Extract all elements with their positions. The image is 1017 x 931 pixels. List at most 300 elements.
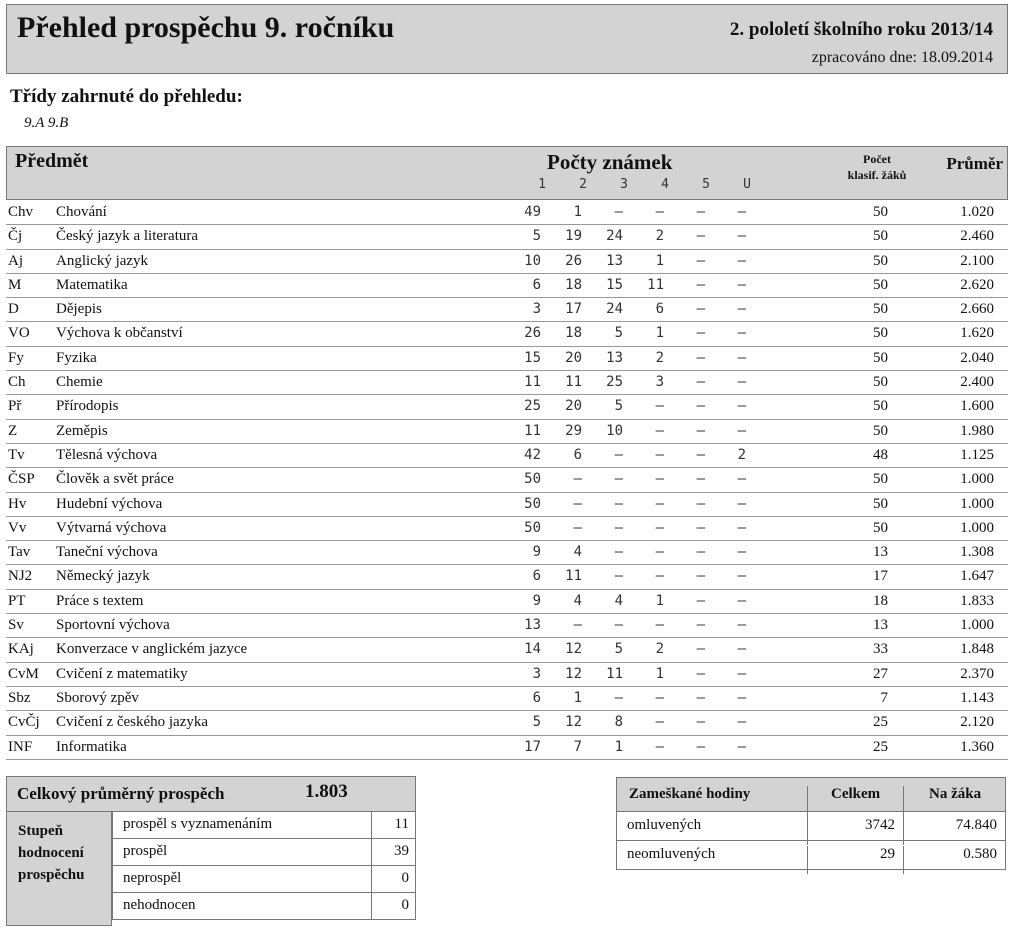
subject-name: Člověk a svět práce bbox=[56, 471, 174, 488]
average-cell: 1.360 bbox=[960, 738, 994, 755]
grade-count-cell: 1 bbox=[655, 252, 664, 269]
grade-count-cell: – bbox=[655, 544, 664, 561]
count-label-line-1: Počet bbox=[863, 152, 891, 166]
subject-name: Tělesná výchova bbox=[56, 446, 158, 463]
absence-row-label: neomluvených bbox=[627, 846, 716, 862]
grade-count-cell: 3 bbox=[532, 665, 541, 682]
grade-count-cell: 4 bbox=[573, 592, 582, 609]
student-count-cell: 50 bbox=[873, 228, 888, 245]
table-row bbox=[6, 322, 1008, 346]
grade-count-cell: 4 bbox=[573, 544, 582, 561]
grade-count-cell: – bbox=[696, 641, 705, 658]
subject-name: Chemie bbox=[56, 374, 103, 391]
grade-count-cell: – bbox=[696, 422, 705, 439]
grade-count-cell: – bbox=[696, 446, 705, 463]
grade-2-header: 2 bbox=[579, 177, 587, 192]
table-row bbox=[6, 371, 1008, 395]
table-row bbox=[6, 687, 1008, 711]
grade-count-cell: – bbox=[737, 641, 746, 658]
grade-count-cell: – bbox=[614, 544, 623, 561]
absence-row-per: 74.840 bbox=[955, 817, 997, 833]
grade-count-cell: – bbox=[737, 714, 746, 731]
table-row bbox=[6, 250, 1008, 274]
subject-abbr: Hv bbox=[8, 495, 27, 512]
grade-count-cell: 13 bbox=[606, 349, 623, 366]
subject-name: Anglický jazyk bbox=[56, 252, 149, 269]
average-cell: 1.143 bbox=[960, 689, 994, 706]
grade-count-cell: – bbox=[737, 689, 746, 706]
grade-count-cell: – bbox=[737, 544, 746, 561]
grade-count-cell: 17 bbox=[524, 738, 541, 755]
grade-count-cell: – bbox=[614, 689, 623, 706]
student-count-cell: 13 bbox=[873, 544, 888, 561]
student-count-cell: 50 bbox=[873, 204, 888, 220]
subject-name: Dějepis bbox=[56, 301, 102, 318]
grade-count-cell: 11 bbox=[565, 568, 582, 585]
report-header bbox=[6, 4, 1008, 74]
table-row bbox=[6, 541, 1008, 565]
grade-count-cell: – bbox=[737, 617, 746, 634]
subject-abbr: CvČj bbox=[8, 714, 40, 731]
absence-row-label: omluvených bbox=[627, 817, 702, 833]
table-row bbox=[6, 565, 1008, 589]
grade-count-cell: 5 bbox=[614, 641, 623, 658]
grade-count-cell: – bbox=[573, 617, 582, 634]
subject-abbr: Sv bbox=[8, 617, 24, 634]
average-cell: 1.000 bbox=[960, 519, 994, 536]
grade-count-cell: – bbox=[655, 204, 664, 220]
table-row bbox=[6, 614, 1008, 638]
grade-count-cell: 8 bbox=[614, 714, 623, 731]
grade-count-cell: – bbox=[737, 398, 746, 415]
student-count-cell: 50 bbox=[873, 519, 888, 536]
grade-count-cell: – bbox=[737, 228, 746, 245]
subject-name: Sportovní výchova bbox=[56, 617, 170, 634]
grade-count-cell: 6 bbox=[655, 301, 664, 318]
stage-row bbox=[112, 839, 416, 866]
classes-heading: Třídy zahrnuté do přehledu: bbox=[10, 86, 243, 107]
average-cell: 2.620 bbox=[960, 276, 994, 293]
average-cell: 1.125 bbox=[960, 446, 994, 463]
grade-count-cell: – bbox=[655, 568, 664, 585]
subject-abbr: Ch bbox=[8, 374, 26, 391]
grade-count-cell: 11 bbox=[565, 374, 582, 391]
average-cell: 1.308 bbox=[960, 544, 994, 561]
absence-header bbox=[616, 777, 1006, 812]
table-row bbox=[6, 590, 1008, 614]
subject-name: Sborový zpěv bbox=[56, 689, 139, 706]
grade-count-cell: 18 bbox=[565, 325, 582, 342]
grade-count-cell: 19 bbox=[565, 228, 582, 245]
grade-count-cell: – bbox=[737, 374, 746, 391]
grade-count-cell: 15 bbox=[524, 349, 541, 366]
grade-count-cell: 10 bbox=[606, 422, 623, 439]
grade-count-cell: 20 bbox=[565, 349, 582, 366]
grade-count-cell: 18 bbox=[565, 276, 582, 293]
student-count-cell: 33 bbox=[873, 641, 888, 658]
student-count-header bbox=[827, 151, 927, 183]
grade-count-cell: 5 bbox=[532, 714, 541, 731]
average-cell: 2.370 bbox=[960, 665, 994, 682]
stage-rows bbox=[112, 812, 416, 920]
grade-count-cell: – bbox=[696, 568, 705, 585]
absence-row-total: 3742 bbox=[865, 817, 895, 833]
grade-count-cell: 6 bbox=[532, 689, 541, 706]
overall-average-header bbox=[6, 776, 416, 812]
grade-1-header: 1 bbox=[538, 177, 546, 192]
grades-table-header bbox=[6, 146, 1008, 200]
grade-count-cell: 2 bbox=[655, 228, 664, 245]
student-count-cell: 17 bbox=[873, 568, 888, 585]
stage-label-line: hodnocení bbox=[18, 845, 84, 861]
student-count-cell: 18 bbox=[873, 592, 888, 609]
student-count-cell: 48 bbox=[873, 446, 888, 463]
subject-abbr: INF bbox=[8, 738, 33, 755]
grade-count-cell: 13 bbox=[606, 252, 623, 269]
grade-count-cell: – bbox=[655, 738, 664, 755]
subject-name: Hudební výchova bbox=[56, 495, 163, 512]
average-cell: 2.460 bbox=[960, 228, 994, 245]
grade-5-header: 5 bbox=[702, 177, 710, 192]
grade-count-cell: – bbox=[655, 689, 664, 706]
grade-count-cell: 6 bbox=[532, 568, 541, 585]
average-cell: 2.120 bbox=[960, 714, 994, 731]
subject-abbr: ČSP bbox=[8, 471, 35, 488]
grade-count-cell: 42 bbox=[524, 446, 541, 463]
student-count-cell: 50 bbox=[873, 374, 888, 391]
grade-count-cell: – bbox=[614, 471, 623, 488]
subject-name: Taneční výchova bbox=[56, 544, 158, 561]
grade-count-cell: 10 bbox=[524, 252, 541, 269]
table-row bbox=[6, 444, 1008, 468]
stage-label-line: Stupeň bbox=[18, 823, 64, 839]
student-count-cell: 7 bbox=[880, 689, 888, 706]
grade-count-cell: – bbox=[737, 592, 746, 609]
subject-name: Cvičení z českého jazyka bbox=[56, 714, 209, 731]
grade-count-cell: – bbox=[737, 276, 746, 293]
subject-name: Práce s textem bbox=[56, 592, 144, 609]
absence-header-total: Celkem bbox=[831, 786, 881, 802]
grade-count-cell: – bbox=[614, 519, 623, 536]
grade-count-cell: 1 bbox=[573, 204, 582, 220]
grade-count-cell: – bbox=[696, 325, 705, 342]
grade-count-cell: – bbox=[614, 617, 623, 634]
grade-count-cell: 24 bbox=[606, 301, 623, 318]
table-row bbox=[6, 493, 1008, 517]
grade-u-header: U bbox=[743, 177, 751, 192]
grade-count-cell: 3 bbox=[655, 374, 664, 391]
subject-abbr: VO bbox=[8, 325, 30, 342]
grade-count-cell: – bbox=[737, 252, 746, 269]
grade-count-cell: – bbox=[737, 738, 746, 755]
student-count-cell: 13 bbox=[873, 617, 888, 634]
grade-count-cell: 20 bbox=[565, 398, 582, 415]
subject-abbr: Tv bbox=[8, 446, 25, 463]
grade-count-cell: 2 bbox=[655, 641, 664, 658]
stage-row-label: prospěl s vyznamenáním bbox=[123, 816, 273, 832]
grade-count-cell: 11 bbox=[524, 374, 541, 391]
grade-count-cell: 14 bbox=[524, 641, 541, 658]
stage-label bbox=[6, 812, 112, 926]
average-column-header: Průměr bbox=[946, 154, 1003, 173]
grade-count-cell: – bbox=[655, 617, 664, 634]
grade-4-header: 4 bbox=[661, 177, 669, 192]
grade-count-cell: 26 bbox=[565, 252, 582, 269]
subject-abbr: Tav bbox=[8, 544, 31, 561]
stage-row bbox=[112, 866, 416, 893]
subject-name: Chování bbox=[56, 204, 107, 220]
grade-count-cell: – bbox=[737, 301, 746, 318]
grade-count-cell: 12 bbox=[565, 714, 582, 731]
table-row bbox=[6, 298, 1008, 322]
grade-count-cell: – bbox=[614, 204, 623, 220]
subject-name: Zeměpis bbox=[56, 422, 108, 439]
table-row bbox=[6, 663, 1008, 687]
grade-count-cell: 1 bbox=[655, 325, 664, 342]
grades-table-body bbox=[6, 201, 1008, 760]
stage-row-value: 39 bbox=[394, 843, 409, 859]
grade-3-header: 3 bbox=[620, 177, 628, 192]
grade-count-cell: 6 bbox=[532, 276, 541, 293]
stage-row bbox=[112, 893, 416, 920]
subject-name: Výtvarná výchova bbox=[56, 519, 167, 536]
table-row bbox=[6, 347, 1008, 371]
grade-count-cell: – bbox=[655, 398, 664, 415]
grade-count-cell: – bbox=[696, 617, 705, 634]
grade-count-cell: 17 bbox=[565, 301, 582, 318]
grade-count-cell: – bbox=[573, 495, 582, 512]
grade-count-cell: – bbox=[696, 349, 705, 366]
grade-count-cell: – bbox=[696, 592, 705, 609]
table-row bbox=[6, 420, 1008, 444]
processed-date: zpracováno dne: 18.09.2014 bbox=[811, 49, 993, 66]
grade-count-cell: – bbox=[696, 204, 705, 220]
overall-average-label: Celkový průměrný prospěch bbox=[17, 784, 225, 803]
grade-count-cell: 50 bbox=[524, 495, 541, 512]
grade-count-cell: 9 bbox=[532, 544, 541, 561]
absence-header-per: Na žáka bbox=[929, 786, 982, 802]
absence-row bbox=[616, 841, 1006, 870]
student-count-cell: 25 bbox=[873, 738, 888, 755]
stage-label-line: prospěchu bbox=[18, 867, 85, 883]
grade-counts-header: Počty známek bbox=[547, 150, 673, 174]
subject-abbr: Chv bbox=[8, 204, 34, 220]
grade-count-cell: – bbox=[696, 471, 705, 488]
absence-table bbox=[616, 777, 1006, 870]
grade-count-cell: – bbox=[737, 519, 746, 536]
grade-count-cell: – bbox=[655, 714, 664, 731]
grade-count-cell: – bbox=[737, 422, 746, 439]
subject-abbr: Čj bbox=[8, 228, 23, 245]
grade-count-cell: – bbox=[655, 471, 664, 488]
student-count-cell: 25 bbox=[873, 714, 888, 731]
classes-list: 9.A 9.B bbox=[24, 115, 69, 131]
subject-name: Německý jazyk bbox=[56, 568, 150, 585]
grade-count-cell: 13 bbox=[524, 617, 541, 634]
average-cell: 1.020 bbox=[960, 204, 994, 220]
subject-name: Informatika bbox=[56, 738, 127, 755]
student-count-cell: 50 bbox=[873, 276, 888, 293]
overall-average-value: 1.803 bbox=[305, 781, 348, 802]
student-count-cell: 50 bbox=[873, 495, 888, 512]
average-cell: 2.100 bbox=[960, 252, 994, 269]
grade-count-cell: – bbox=[737, 495, 746, 512]
grade-count-cell: – bbox=[696, 714, 705, 731]
grade-count-cell: 5 bbox=[532, 228, 541, 245]
grade-count-cell: 5 bbox=[614, 325, 623, 342]
table-row bbox=[6, 274, 1008, 298]
grade-count-cell: 1 bbox=[655, 665, 664, 682]
grade-count-cell: 4 bbox=[614, 592, 623, 609]
grade-count-cell: – bbox=[696, 689, 705, 706]
grade-count-cell: 29 bbox=[565, 422, 582, 439]
table-row bbox=[6, 711, 1008, 735]
student-count-cell: 50 bbox=[873, 349, 888, 366]
subject-abbr: NJ2 bbox=[8, 568, 33, 585]
subject-abbr: PT bbox=[8, 592, 26, 609]
subject-name: Cvičení z matematiky bbox=[56, 665, 188, 682]
grade-count-cell: – bbox=[696, 276, 705, 293]
grade-count-cell: 2 bbox=[737, 446, 746, 463]
subject-column-header: Předmět bbox=[15, 150, 89, 172]
semester-label: 2. pololetí školního roku 2013/14 bbox=[729, 19, 993, 40]
grade-count-cell: 2 bbox=[655, 349, 664, 366]
grade-count-cell: – bbox=[737, 349, 746, 366]
average-cell: 1.833 bbox=[960, 592, 994, 609]
grade-count-cell: – bbox=[696, 374, 705, 391]
grade-count-cell: 49 bbox=[524, 204, 541, 220]
grade-count-cell: 50 bbox=[524, 519, 541, 536]
grade-count-cell: 24 bbox=[606, 228, 623, 245]
subject-abbr: CvM bbox=[8, 665, 39, 682]
table-row bbox=[6, 736, 1008, 760]
stage-row-label: neprospěl bbox=[123, 870, 182, 886]
grade-count-cell: – bbox=[696, 544, 705, 561]
grade-count-cell: – bbox=[614, 495, 623, 512]
stage-row-label: prospěl bbox=[123, 843, 168, 859]
subject-abbr: KAj bbox=[8, 641, 34, 658]
absence-row-total: 29 bbox=[880, 846, 895, 862]
grade-count-cell: – bbox=[696, 495, 705, 512]
average-cell: 1.000 bbox=[960, 617, 994, 634]
grade-count-cell: 1 bbox=[655, 592, 664, 609]
overall-summary bbox=[6, 776, 416, 926]
grade-count-cell: – bbox=[696, 398, 705, 415]
average-cell: 1.848 bbox=[960, 641, 994, 658]
subject-abbr: Z bbox=[8, 422, 18, 439]
subject-abbr: Aj bbox=[8, 252, 23, 269]
subject-name: Český jazyk a literatura bbox=[56, 228, 199, 245]
subject-abbr: Vv bbox=[8, 519, 27, 536]
grade-count-cell: 15 bbox=[606, 276, 623, 293]
grade-count-cell: – bbox=[737, 204, 746, 220]
grade-count-cell: 12 bbox=[565, 665, 582, 682]
average-cell: 2.040 bbox=[960, 349, 994, 366]
absence-header-label: Zameškané hodiny bbox=[629, 786, 751, 802]
grade-count-cell: – bbox=[614, 568, 623, 585]
grade-count-cell: 3 bbox=[532, 301, 541, 318]
grade-count-cell: – bbox=[696, 228, 705, 245]
grade-count-cell: 11 bbox=[524, 422, 541, 439]
grade-count-cell: 50 bbox=[524, 471, 541, 488]
grade-count-cell: 11 bbox=[606, 665, 623, 682]
grade-count-cell: 25 bbox=[606, 374, 623, 391]
grade-count-cell: – bbox=[655, 495, 664, 512]
grade-count-cell: – bbox=[573, 471, 582, 488]
grade-count-cell: – bbox=[737, 471, 746, 488]
grade-count-cell: – bbox=[696, 252, 705, 269]
grade-count-cell: – bbox=[696, 665, 705, 682]
grade-count-cell: 9 bbox=[532, 592, 541, 609]
average-cell: 1.600 bbox=[960, 398, 994, 415]
grade-count-cell: 11 bbox=[647, 276, 664, 293]
average-cell: 1.000 bbox=[960, 495, 994, 512]
grade-count-cell: – bbox=[737, 568, 746, 585]
stage-row bbox=[112, 812, 416, 839]
subject-name: Přírodopis bbox=[56, 398, 119, 415]
subject-name: Výchova k občanství bbox=[56, 325, 183, 342]
grade-count-cell: – bbox=[655, 422, 664, 439]
student-count-cell: 50 bbox=[873, 422, 888, 439]
student-count-cell: 50 bbox=[873, 301, 888, 318]
table-row bbox=[6, 517, 1008, 541]
average-cell: 2.400 bbox=[960, 374, 994, 391]
subject-name: Fyzika bbox=[56, 349, 97, 366]
page-title: Přehled prospěchu 9. ročníku bbox=[17, 11, 395, 44]
average-cell: 2.660 bbox=[960, 301, 994, 318]
subject-abbr: D bbox=[8, 301, 19, 318]
average-cell: 1.647 bbox=[960, 568, 994, 585]
table-row bbox=[6, 395, 1008, 419]
subject-abbr: M bbox=[8, 276, 22, 293]
grade-count-cell: 6 bbox=[573, 446, 582, 463]
grade-count-cell: – bbox=[696, 738, 705, 755]
grade-count-cell: – bbox=[696, 301, 705, 318]
grade-count-cell: 1 bbox=[614, 738, 623, 755]
table-row bbox=[6, 468, 1008, 492]
grade-count-cell: – bbox=[655, 446, 664, 463]
stage-row-label: nehodnocen bbox=[123, 897, 196, 913]
grade-count-cell: – bbox=[737, 665, 746, 682]
student-count-cell: 50 bbox=[873, 398, 888, 415]
table-row bbox=[6, 638, 1008, 662]
count-label-line-2: klasif. žáků bbox=[847, 168, 907, 182]
subject-name: Konverzace v anglickém jazyce bbox=[56, 641, 248, 658]
table-row bbox=[6, 225, 1008, 249]
grade-count-cell: 25 bbox=[524, 398, 541, 415]
grade-count-cell: – bbox=[696, 519, 705, 536]
student-count-cell: 50 bbox=[873, 252, 888, 269]
absence-row bbox=[616, 812, 1006, 841]
grade-count-cell: 5 bbox=[614, 398, 623, 415]
student-count-cell: 27 bbox=[873, 665, 888, 682]
grade-count-cell: – bbox=[655, 519, 664, 536]
subject-abbr: Sbz bbox=[8, 689, 31, 706]
grade-count-cell: 12 bbox=[565, 641, 582, 658]
grade-count-cell: 1 bbox=[573, 689, 582, 706]
grade-count-cell: – bbox=[573, 519, 582, 536]
table-row bbox=[6, 201, 1008, 225]
student-count-cell: 50 bbox=[873, 471, 888, 488]
subject-abbr: Př bbox=[8, 398, 22, 415]
student-count-cell: 50 bbox=[873, 325, 888, 342]
absence-row-per: 0.580 bbox=[963, 846, 997, 862]
subject-abbr: Fy bbox=[8, 349, 24, 366]
stage-row-value: 0 bbox=[401, 897, 409, 913]
average-cell: 1.980 bbox=[960, 422, 994, 439]
average-cell: 1.000 bbox=[960, 471, 994, 488]
grade-count-cell: 7 bbox=[573, 738, 582, 755]
